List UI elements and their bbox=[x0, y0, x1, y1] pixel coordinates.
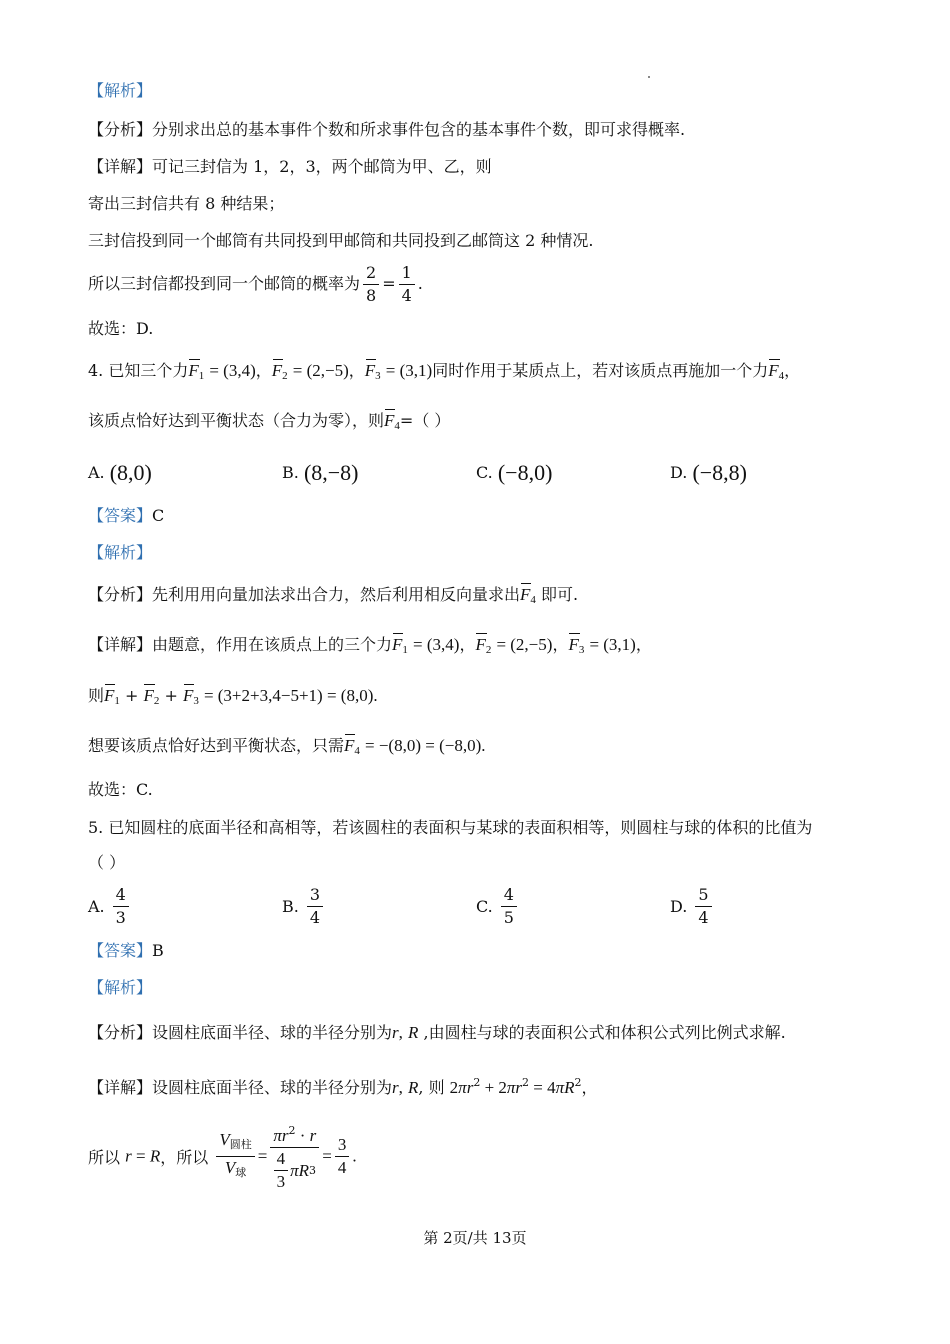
q5-option-d: D. $\frac{5}{4}$ bbox=[670, 884, 715, 929]
q4-need: 想要该质点恰好达到平衡状态，只需$F_4 = -(8,0) = (-8,0)$. bbox=[88, 736, 486, 757]
q4-jiexi-heading: 【解析】 bbox=[88, 543, 153, 562]
stray-dot bbox=[648, 76, 650, 78]
q5-option-c: C. $\frac{4}{5}$ bbox=[476, 884, 520, 929]
q4-option-d: D. (−8,8) bbox=[670, 460, 747, 485]
q4-stem-line2: 该质点恰好达到平衡状态（合力为零），则$F_4=$（ ） bbox=[88, 411, 451, 432]
q3-xiangjie: 【详解】可记三封信为 1，2，3，两个邮筒为甲、乙，则 bbox=[88, 157, 492, 176]
page-footer: 第 2页/共 13页 bbox=[423, 1229, 527, 1247]
q3-line-a: 寄出三封信共有 8 种结果； bbox=[88, 194, 285, 213]
q4-option-a: A. (8,0) bbox=[88, 460, 152, 485]
q3-jiexi-heading: 【解析】 bbox=[88, 81, 153, 100]
q5-fenxi: 【分析】设圆柱底面半径、球的半径分别为r, R ,由圆柱与球的表面积公式和体积公式列比例式求解. bbox=[88, 1023, 786, 1042]
q5-jiexi-heading: 【解析】 bbox=[88, 978, 153, 997]
q5-stem-paren: （ ） bbox=[88, 853, 126, 872]
q5-final: 所以 r = R，所以 $\frac{V_{圆柱}}{V_球}$ = $\pi r^2 \cdot r$ $\frac{4}{3}$ πR 3 = $\frac{3}{4}$ . bbox=[88, 1120, 357, 1193]
q4-stem-line1: 4. 已知三个力$F_1 = (3,4)$，$F_2 = (2,-5)$，$F_3 = (3,1)$同时作用于某质点上，若对该质点再施加一个力$F_4$， bbox=[88, 361, 801, 382]
q5-stem: 5. 已知圆柱的底面半径和高相等，若该圆柱的表面积与某球的表面积相等，则圆柱与球的体积的比值为 bbox=[88, 818, 813, 837]
q5-xiangjie: 【详解】设圆柱底面半径、球的半径分别为r, R, 则 $2\pi r^2 + 2\pi r^2 = 4\pi R^2$， bbox=[88, 1076, 598, 1097]
q5-option-a: A. $\frac{4}{3}$ bbox=[88, 884, 132, 929]
q4-guxuan: 故选：C. bbox=[88, 780, 153, 799]
q4-sum: 则$F_1 + F_2 + F_3 = (3+2+3,4-5+1) = (8,0)$. bbox=[88, 686, 378, 707]
q4-answer: 【答案】C bbox=[88, 506, 165, 525]
q5-answer: 【答案】B bbox=[88, 941, 164, 960]
q4-option-b: B. (8,−8) bbox=[282, 460, 359, 485]
q4-option-c: C. (−8,0) bbox=[476, 460, 553, 485]
q3-line-c: 所以三封信都投到同一个邮筒的概率为 $\frac{2}{8}$ = $\frac{1}{4}$ . bbox=[88, 263, 423, 305]
q5-option-b: B. $\frac{3}{4}$ bbox=[282, 884, 326, 929]
q3-line-b: 三封信投到同一个邮筒有共同投到甲邮筒和共同投到乙邮筒这 2 种情况. bbox=[88, 231, 594, 250]
q4-xiangjie: 【详解】由题意，作用在该质点上的三个力$F_1 = (3,4)$，$F_2 = (2,-5)$，$F_3 = (3,1)$， bbox=[88, 635, 652, 656]
q3-fenxi: 【分析】分别求出总的基本事件个数和所求事件包含的基本事件个数，即可求得概率. bbox=[88, 120, 686, 139]
q3-guxuan: 故选：D. bbox=[88, 319, 154, 338]
q4-fenxi: 【分析】先利用用向量加法求出合力，然后利用相反向量求出$F_4$ 即可. bbox=[88, 585, 579, 606]
